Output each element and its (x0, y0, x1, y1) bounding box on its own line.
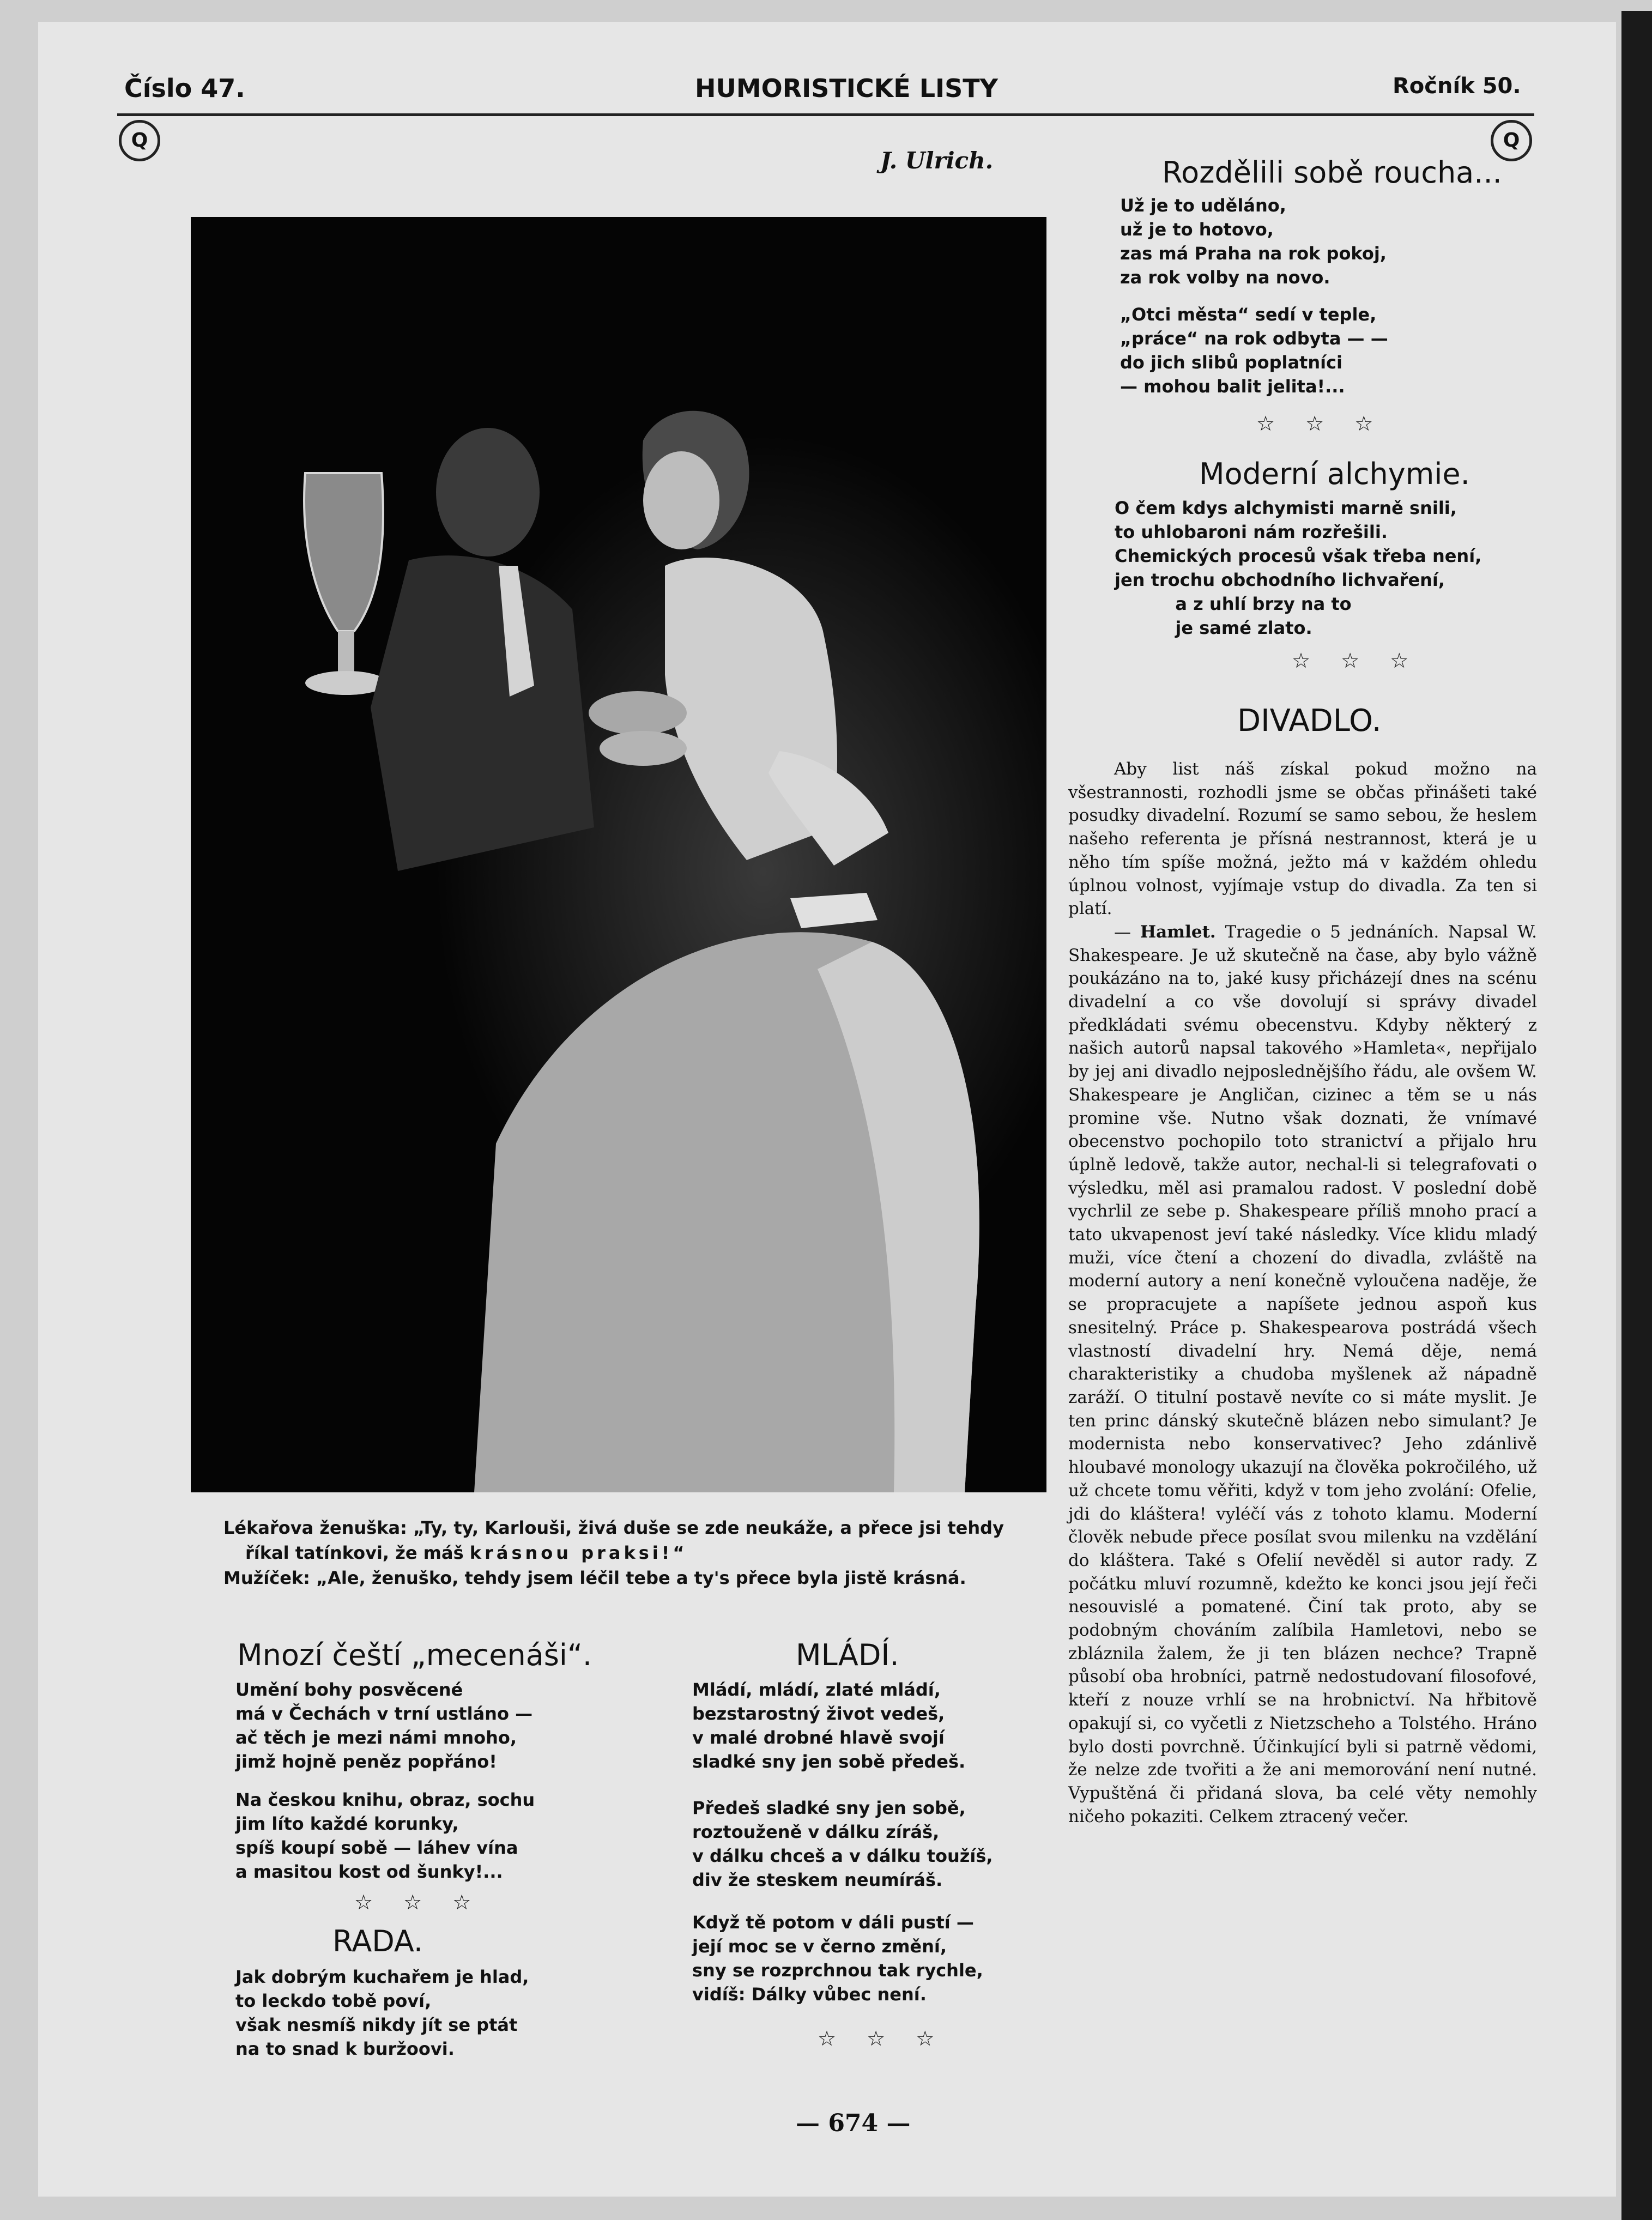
poem-rada-stanza: Jak dobrým kuchařem je hlad, to leckdo tobě poví, však nesmíš nikdy jít se ptát na to snad k buržoovi. (235, 1967, 529, 2059)
stars-divider: ☆ ☆ ☆ (354, 1890, 483, 1914)
poem-title-alchymie: Moderní alchymie. (1199, 457, 1470, 491)
divadlo-article (1068, 758, 1537, 1828)
poem-mladi-stanza-2: Předeš sladké sny jen sobě, roztouženě v dálku zíráš, v dálku chceš a v dálku toužíš, div že steskem neumíráš. (692, 1798, 993, 1890)
poem-title-mladi: MLÁDÍ. (796, 1638, 899, 1672)
poem-title-rada: RADA. (332, 1924, 423, 1958)
stars-divider: ☆ ☆ ☆ (1256, 412, 1385, 435)
caption-line-2 (223, 1540, 1046, 1565)
divadlo-hamlet-heading: Hamlet. (1140, 922, 1216, 942)
caption-line-3: Mužíček: „Ale, ženuško, tehdy jsem léčil tebe a ty's přece byla jistě krásná. (223, 1568, 966, 1588)
caption-line-1: Lékařova ženuška: „Ty, ty, Karlouši, živá duše se zde neukáže, a přece jsi tehdy (223, 1517, 1004, 1538)
poem-title-rozdelili: Rozdělili sobě roucha... (1162, 155, 1502, 190)
volume-number: Ročník 50. (1393, 74, 1521, 99)
section-title-divadlo: DIVADLO. (1237, 703, 1382, 739)
poem-rozdelili-stanza-2: „Otci města“ sedí v teple, „práce“ na rok odbyta — — do jich slibů poplatníci — mohou balit jelita!... (1120, 304, 1388, 397)
poem-mecenasi-stanza-1: Umění bohy posvěcené má v Čechách v trní ustláno — ač těch je mezi námi mnoho, jimž hojně peněz popřáno! (235, 1679, 533, 1772)
poem-mladi-stanza-3: Když tě potom v dáli pustí — její moc se v černo změní, sny se rozprchnou tak rychle, vidíš: Dálky vůbec není. (692, 1912, 983, 2005)
poem-title-mecenasi: Mnozí čeští „mecenáši“. (237, 1638, 592, 1672)
divadlo-dash: — (1114, 922, 1140, 942)
divadlo-review-text: Tragedie o 5 jednáních. Napsal W. Shakespeare. Je už skutečně na čase, aby bylo vážně poukázáno na to, jaké kusy přicházejí dnes na scénu divadelní a co vše dovolují si správy divadel předkládati svému obecenstvu. Kdyby některý z našich autorů napsal takového »Hamleta«, nepřijalo by jej ani divadlo nejposlednějšího řádu, ale ovšem W. Shakespeare je Angličan, cizinec a těm se u nás promine vše. Nutno však doznati, že vnímavé obecenstvo pochopilo toto stranictví a přijalo hru úplně ledově, takže autor, nechal-li si telegrafovati o výsledku, měl asi pramalou radost. V poslední době vychrlil ze sebe p. Shakespeare příliš mnoho prací a tato ukvapenost jeví také následky. Více klidu mladý muži, více čtení a chození do divadla, zvláště na moderní autory a není konečně vyloučena naděje, že se propracujete a napíšete jednou aspoň kus snesitelný. Práce p. Shakespearova postrádá všech vlastností divadelní hry. Nemá děje, nemá charakteristiky a chudoba myšlenek až nápadně zaráží. O titulní postavě nevíte co si máte myslit. Je ten princ dánský skutečně blázen nebo simulant? Je modernista nebo konservativec? Jeho zdánlivě hloubavé monology ukazují na člověka pokročilého, už už chcete tomu věřiti, když v tom jeho zvolání: Ofelie, jdi do kláštera! vyléčí vás z tohoto klamu. Moderní člověk nebude přece posílat svou milenku na vzdělání do kláštera. Také s Ofelií nevěděl si autor rady. Z počátku mluví rozumně, kdežto ke konci jsou její řeči nesouvislé a pomatené. Činí tak proto, aby se podobným chováním zalíbila Hamletovi, nebo se zbláznila žalem, že ji ten blázen nechce? Trapně působí oba hrobníci, patrně nedostudovaní filosofové, kteří z nouze vrhlí se na hrobnictví. Na hřbitově opakují si, co vyčetli z Nietzscheho a Tolstého. Hráno bylo dosti povrchně. Účinkující byli si patrně vědomi, že nelze zde tvořiti a že ani memorování není nutné. Vypuštěná či přidaná slova, ba celé věty nemohly ničeho pokaziti. Celkem ztracený večer. (1068, 922, 1537, 1826)
masthead-title: HUMORISTICKÉ LISTY (695, 74, 998, 103)
masthead-logo-left: Q (119, 120, 160, 161)
scan-edge (1621, 11, 1652, 2220)
divadlo-paragraph-2 (1068, 921, 1537, 1828)
engraving-image (191, 217, 1046, 1492)
header-rule (117, 113, 1534, 116)
stars-divider: ☆ ☆ ☆ (1292, 649, 1421, 673)
caption-line-2-text: říkal tatínkovi, že máš (245, 1542, 464, 1563)
poem-alchymie-stanza: O čem kdys alchymisti marně snili, to uhlobaroni nám rozřešili. Chemických procesů však třeba není, jen trochu obchodního lichvaření, a z uhlí brzy na to je samé zlato. (1115, 498, 1482, 638)
masthead-logo-right: Q (1491, 120, 1532, 161)
poem-mladi-stanza-1: Mládí, mládí, zlaté mládí, bezstarostný život vedeš, v malé drobné hlavě svojí sladké sny jen sobě předeš. (692, 1679, 966, 1772)
stars-divider: ☆ ☆ ☆ (818, 2027, 947, 2050)
caption-line-2-spaced: krásnou praksi! (469, 1542, 673, 1563)
illustration-couple (191, 217, 1046, 1492)
illustration-caption (223, 1515, 1046, 1590)
caption-line-2-quote: “ (673, 1542, 685, 1563)
poem-rozdelili-stanza-1: Už je to uděláno, už je to hotovo, zas má Praha na rok pokoj, za rok volby na novo. (1120, 195, 1387, 288)
divadlo-paragraph-1: Aby list náš získal pokud možno na všestrannosti, rozhodli jsme se občas přinášeti také posudky divadelní. Rozumí se samo sebou, že heslem našeho referenta je přísná nestrannost, která je u něho tím spíše možná, ježto má v každém ohledu úplnou volnost, vyjímaje vstup do divadla. Za ten si platí. (1068, 759, 1537, 919)
artist-signature: J. Ulrich. (880, 147, 994, 174)
page-number: — 674 — (796, 2109, 911, 2137)
issue-number: Číslo 47. (124, 74, 245, 103)
poem-mecenasi-stanza-2: Na českou knihu, obraz, sochu jim líto každé korunky, spíš koupí sobě — láhev vína a masitou kost od šunky!... (235, 1789, 535, 1882)
